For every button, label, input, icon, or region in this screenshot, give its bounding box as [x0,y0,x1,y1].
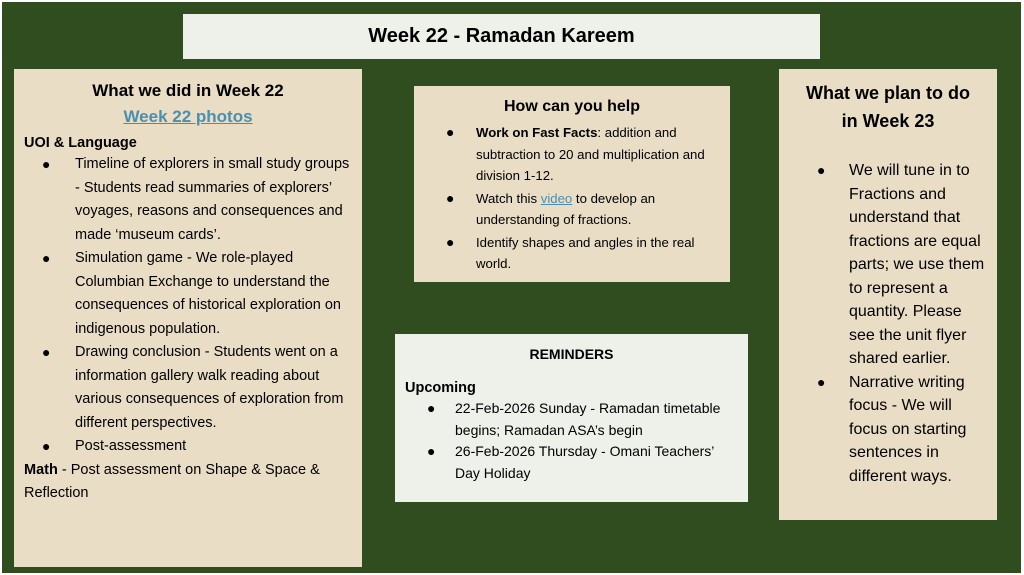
bullet-icon: ● [42,250,51,266]
list-item: ● Simulation game - We role-played Columbian Exchange to understand the consequences of historical exploration on indigenous population. [24,247,352,341]
math-note: Math - Post assessment on Shape & Space & Reflection [24,461,320,501]
help-heading: How can you help [503,98,640,115]
video-link[interactable]: video [540,190,573,206]
bullet-icon: ● [446,124,455,140]
list-item: ● We will tune in to Fractions and understand that fractions are equal parts; we use them to represent a quantity. Please see the unit flyer shared earlier. [789,159,987,371]
list-item: ● Timeline of explorers in small study groups - Students read summaries of explorers’ voyages, reasons and consequences and made ‘museum cards’. [24,153,352,247]
list-item: ● Drawing conclusion - Students went on a information gallery walk reading about various consequences of exploration from different perspectives. [24,341,352,435]
bullet-icon: ● [817,162,826,178]
reminders-panel [395,334,748,502]
list-item: ● Work on Fast Facts: addition and subtraction to 20 and multiplication and division 1-12. [446,124,705,183]
week-summary-panel [14,69,362,567]
list-item: ● Post-assessment [24,435,352,459]
slide [2,2,1021,573]
uoi-list [24,153,352,459]
reminders-list [405,398,738,484]
bullet-icon: ● [446,189,455,206]
uoi-heading: UOI & Language [24,135,137,151]
list-item: ● Identify shapes and angles in the real world. [446,233,695,271]
bullet-icon: ● [427,443,436,459]
bullet-icon: ● [427,400,436,416]
bullet-icon: ● [42,344,51,360]
plan-list [789,159,987,488]
page-title: Week 22 - Ramadan Kareem [183,14,820,59]
reminders-heading: REMINDERS [529,346,614,362]
plan-heading: What we plan to do in Week 23 [806,83,970,131]
bullet-icon: ● [446,233,455,250]
bullet-icon: ● [817,373,826,390]
week-photos-link[interactable]: Week 22 photos [123,107,253,126]
math-label: Math [24,461,58,478]
list-item: ● 26-Feb-2026 Thursday - Omani Teachers’ Day Holiday [427,443,714,481]
list-item: ● Watch this video to develop an understanding of fractions. [446,189,656,227]
summary-heading: What we did in Week 22 [92,81,284,100]
bullet-icon: ● [42,156,51,172]
list-item: ● 22-Feb-2026 Sunday - Ramadan timetable begins; Ramadan ASA’s begin [427,400,721,438]
help-list [426,122,718,275]
help-panel [414,86,730,282]
plan-panel [779,69,997,520]
bullet-icon: ● [42,438,51,454]
upcoming-heading: Upcoming [405,380,476,396]
list-item: ● Narrative writing focus - We will focus on starting sentences in different ways. [789,371,987,489]
